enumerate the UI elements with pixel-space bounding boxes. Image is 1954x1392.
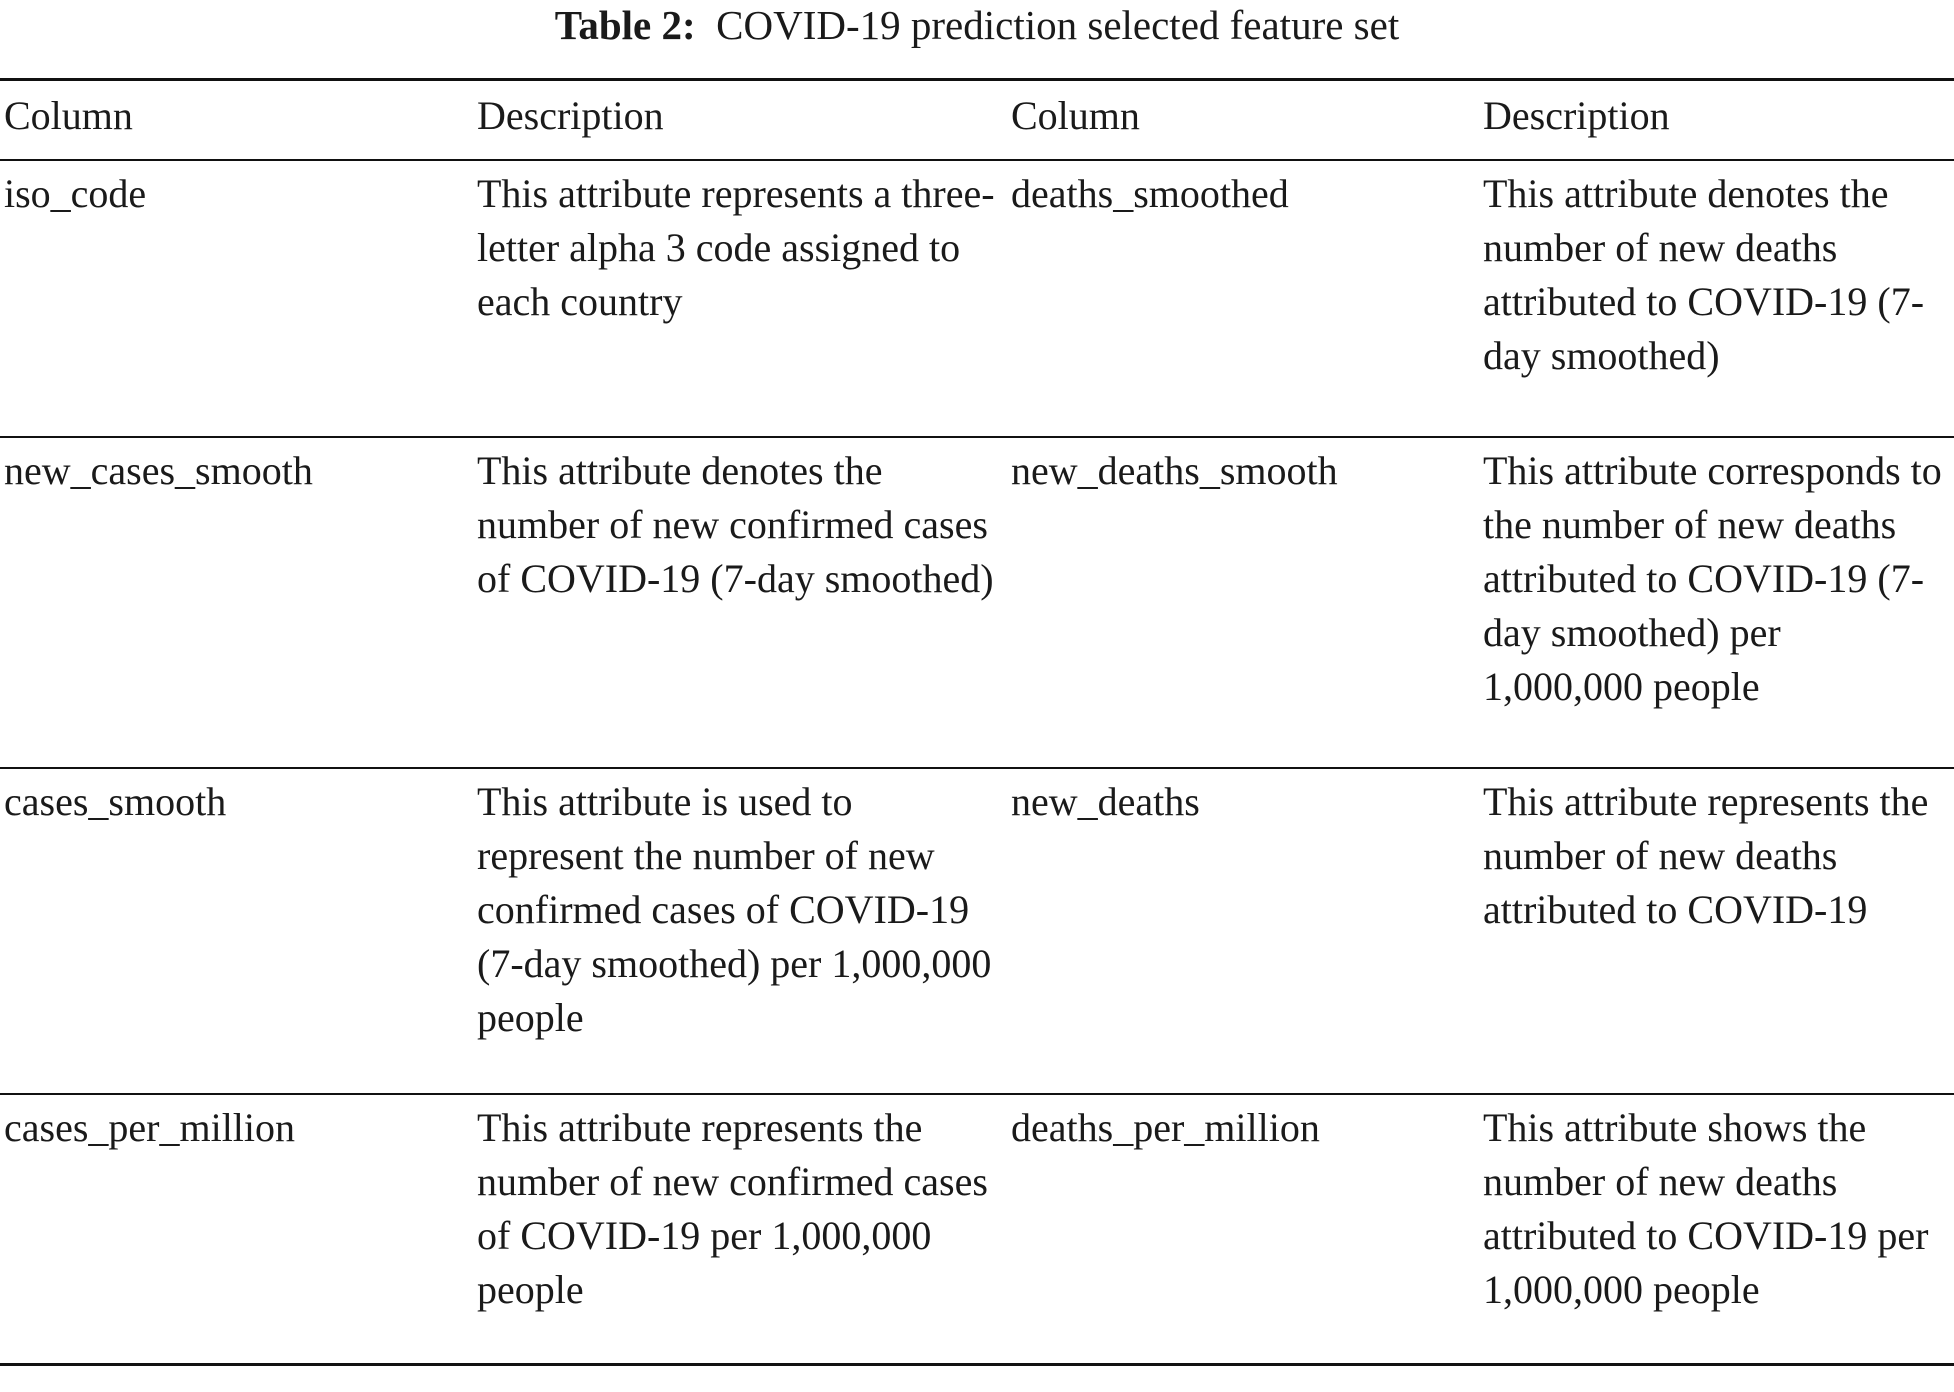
feature-description: This attribute represents a three-letter alpha 3 code assigned to each country [477, 171, 995, 324]
table-header-row [0, 80, 1954, 161]
feature-name: deaths_smoothed [1011, 171, 1289, 216]
feature-description: This attribute shows the number of new deaths attributed to COVID-19 per 1,000,000 people [1483, 1105, 1929, 1312]
feature-description: This attribute denotes the number of new deaths attributed to COVID-19 (7-day smoothed) [1483, 171, 1925, 378]
feature-name: new_cases_smooth [4, 448, 313, 493]
header-column-1: Column [4, 93, 133, 138]
feature-name: new_deaths [1011, 779, 1200, 824]
feature-name: iso_code [4, 171, 147, 216]
header-description-2: Description [1483, 93, 1670, 138]
table-label: Table 2: [554, 2, 696, 48]
table-row [0, 437, 1954, 768]
header-column-2: Column [1011, 93, 1140, 138]
feature-name: cases_smooth [4, 779, 227, 824]
feature-table [0, 78, 1954, 1366]
feature-description: This attribute corresponds to the number of new deaths attributed to COVID-19 (7-day smoothed) per 1,000,000 people [1483, 448, 1942, 709]
table-title: COVID-19 prediction selected feature set [716, 2, 1400, 48]
header-description-1: Description [477, 93, 664, 138]
feature-description: This attribute denotes the number of new confirmed cases of COVID-19 (7-day smoothed) [477, 448, 994, 601]
feature-description: This attribute represents the number of new confirmed cases of COVID-19 per 1,000,000 people [477, 1105, 988, 1312]
feature-description: This attribute is used to represent the number of new confirmed cases of COVID-19 (7-day smoothed) per 1,000,000 people [477, 779, 992, 1040]
feature-description: This attribute represents the number of new deaths attributed to COVID-19 [1483, 779, 1929, 932]
table-row [0, 160, 1954, 437]
feature-name: new_deaths_smooth [1011, 448, 1338, 493]
feature-name: deaths_per_million [1011, 1105, 1320, 1150]
table-row [0, 1094, 1954, 1365]
table-row [0, 768, 1954, 1094]
table-caption [0, 0, 1954, 56]
feature-name: cases_per_million [4, 1105, 296, 1150]
